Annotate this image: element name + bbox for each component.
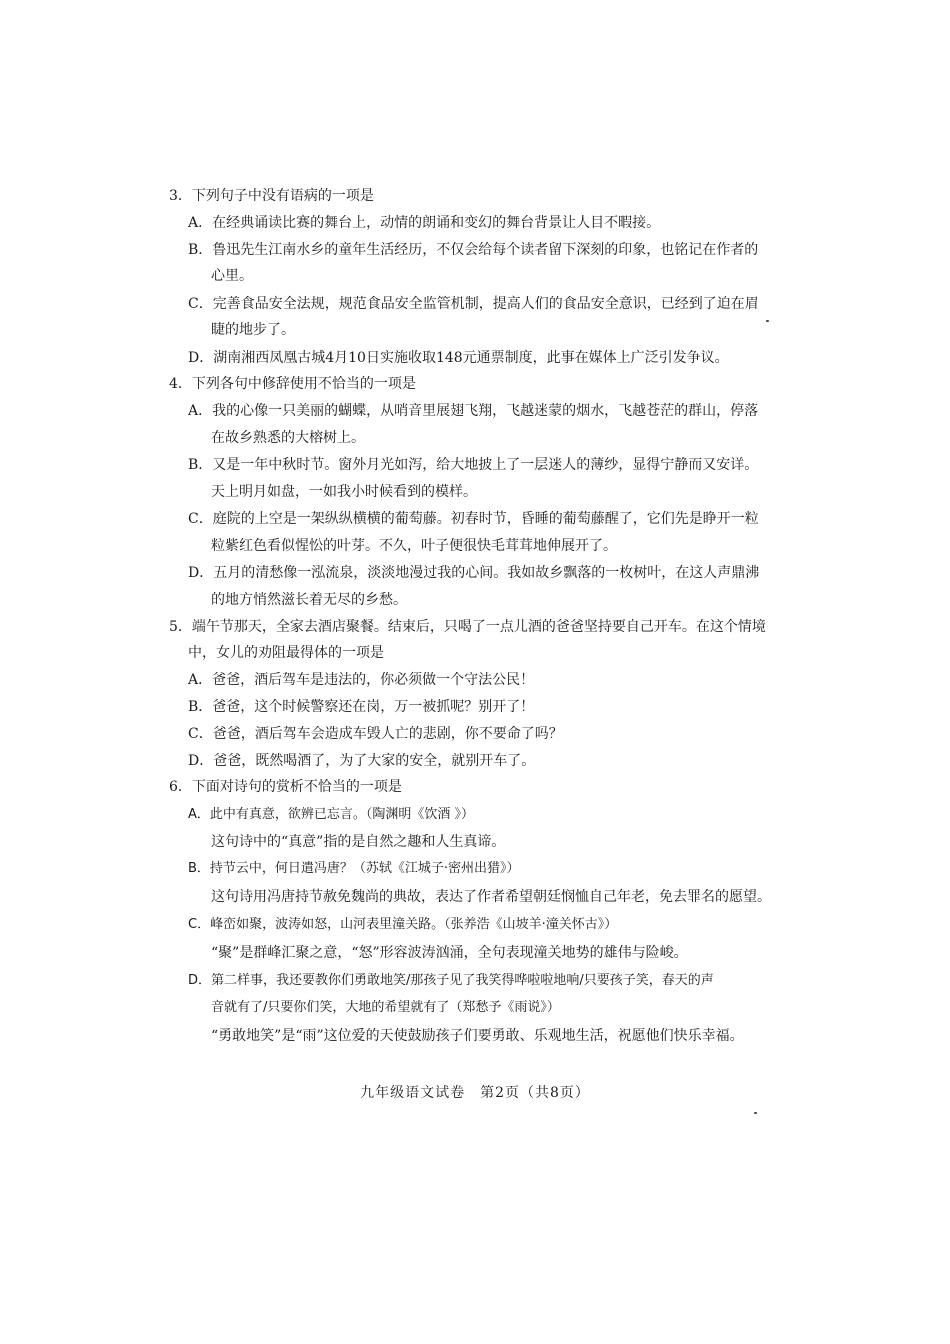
q4-option-b-cont: 天上明月如盘，一如我小时候看到的模样。 [211, 484, 477, 500]
q4-stem: 4．下列各句中修辞使用不恰当的一项是 [169, 376, 416, 392]
q6-option-a-note: 这句诗中的“真意”指的是自然之趣和人生真谛。 [211, 834, 506, 850]
q6-option-a-poem: A．此中有真意，欲辨已忘言。（陶渊明《饮酒 》） [188, 807, 475, 822]
q3-option-c-cont: 睫的地步了。 [211, 322, 295, 338]
q6-option-c-note: “聚”是群峰汇聚之意，“怒”形容波涛汹涌，全句表现潼关地势的雄伟与险峻。 [211, 945, 688, 961]
q3-option-d: D．湖南湘西凤凰古城4月10日实施收取148元通票制度，此事在媒体上广泛引发争议。 [188, 350, 729, 366]
q5-option-b: B．爸爸，这个时候警察还在岗，万一被抓呢？别开了！ [188, 699, 535, 715]
q5-stem-cont: 中，女儿的劝阻最得体的一项是 [188, 645, 384, 661]
q4-option-c-cont: 粒紫红色看似惺忪的叶芽。不久，叶子便很快毛茸茸地伸展开了。 [211, 538, 617, 554]
q4-option-d-cont: 的地方悄然滋长着无尽的乡愁。 [211, 592, 407, 608]
page-footer: 九年级语文试卷 第2页（共8页） [360, 1085, 590, 1101]
q6-option-b-poem: B．持节云中，何日遣冯唐？（苏轼《江城子·密州出猎》） [188, 861, 520, 876]
q3-stem: 3．下列句子中没有语病的一项是 [169, 188, 374, 204]
q3-option-a: A．在经典诵读比赛的舞台上，动情的朗诵和变幻的舞台背景让人目不暇接。 [188, 215, 661, 231]
q3-option-b: B．鲁迅先生江南水乡的童年生活经历，不仅会给每个读者留下深刻的印象，也铭记在作者的 [188, 242, 759, 258]
q6-option-d-note: “勇敢地笑”是“雨”这位爱的天使鼓励孩子们要勇敢、乐观地生活，祝愿他们快乐幸福。 [211, 1028, 744, 1044]
q6-option-c-poem: C．峰峦如聚，波涛如怒，山河表里潼关路。（张养浩《山坡羊·潼关怀古》） [188, 917, 618, 932]
q3-option-b-cont: 心里。 [211, 268, 253, 284]
q6-option-b-note: 这句诗用冯唐持节赦免魏尚的典故，表达了作者希望朝廷悯恤自己年老，免去罪名的愿望。 [211, 889, 771, 905]
q4-option-a-cont: 在故乡熟悉的大榕树上。 [211, 430, 365, 446]
q6-stem: 6．下面对诗句的赏析不恰当的一项是 [169, 779, 402, 795]
q4-option-c: C．庭院的上空是一架纵纵横横的葡萄藤。初春时节，昏睡的葡萄藤醒了，它们先是睁开一粒 [188, 511, 759, 527]
scan-speck [766, 320, 769, 322]
q6-option-d-poem-cont: 音就有了/只要你们笑，大地的希望就有了（郑愁予《雨说》） [211, 1000, 560, 1015]
q6-option-d-poem: D．第二样事，我还要教你们勇敢地笑/那孩子见了我笑得哗啦啦地响/只要孩子笑，春天的声 [188, 973, 714, 988]
q5-option-c: C．爸爸，酒后驾车会造成车毁人亡的悲剧，你不要命了吗？ [188, 726, 563, 742]
q4-option-a: A．我的心像一只美丽的蝴蝶，从哨音里展翅飞翔，飞越迷蒙的烟水，飞越苍茫的群山，停落 [188, 403, 759, 419]
q4-option-d: D．五月的清愁像一泓流泉，淡淡地漫过我的心间。我如故乡飘落的一枚树叶，在这人声鼎沸 [188, 565, 760, 581]
q5-stem: 5．端午节那天，全家去酒店聚餐。结束后，只喝了一点儿酒的爸爸坚持要自己开车。在这个情境 [169, 619, 766, 635]
q5-option-a: A．爸爸，酒后驾车是违法的，你必须做一个守法公民！ [188, 672, 535, 688]
q5-option-d: D．爸爸，既然喝酒了，为了大家的安全，就别开车了。 [188, 753, 536, 769]
q4-option-b: B．又是一年中秋时节。窗外月光如泻，给大地披上了一层迷人的薄纱，显得宁静而又安详。 [188, 457, 759, 473]
q3-option-c: C．完善食品安全法规，规范食品安全监管机制，提高人们的食品安全意识，已经到了迫在眉 [188, 296, 759, 312]
scan-speck [754, 1112, 757, 1114]
